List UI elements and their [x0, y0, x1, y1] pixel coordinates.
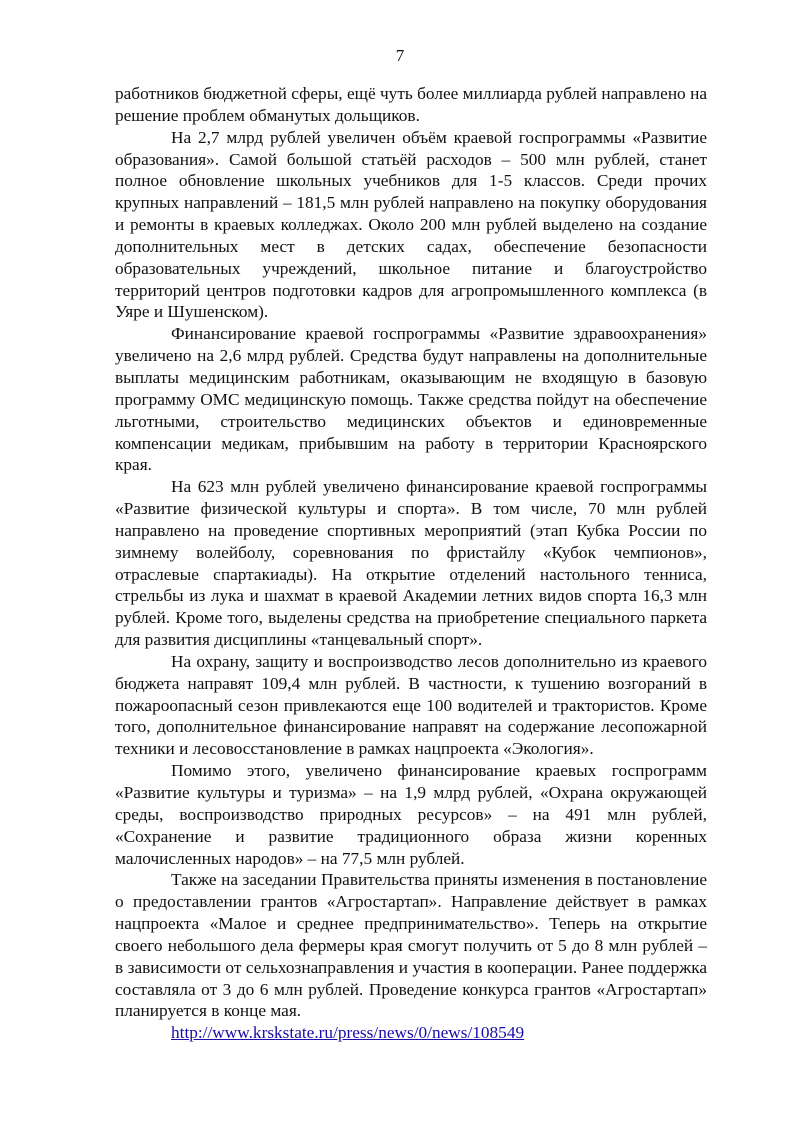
page-number: 7 — [395, 46, 405, 65]
paragraph-other-programs: Помимо этого, увеличено финансирование краевых госпрограмм «Развитие культуры и туризма» – на 1,9 млрд рублей, «Охрана окружающей среды, воспроизводство природных ресурсов» – на 491 млн рублей, «Сохранение и развитие традиционного образа жизни коренных малочисленных народов» – на 77,5 млн рублей. — [115, 761, 707, 868]
source-link[interactable]: http://www.krskstate.ru/press/news/0/news/108549 — [171, 1023, 525, 1043]
paragraph-intro-continuation: работников бюджетной сферы, ещё чуть более миллиарда рублей направлено на решение проблем обманутых дольщиков. — [115, 84, 707, 125]
source-link-line — [115, 1022, 707, 1044]
document-body — [115, 83, 707, 1044]
paragraph-agrostartup: Также на заседании Правительства приняты изменения в постановление о предоставлении грантов «Агростартап». Направление действует в рамках нацпроекта «Малое и среднее предпринимательство». Теперь на открытие своего небольшого дела фермеры края смогут получить от 5 до 8 млн рублей – в зависимости от сельхознаправления и участия в кооперации. Ранее поддержка составляла от 3 до 6 млн рублей. Проведение конкурса грантов «Агростартап» планируется в конце мая. — [115, 870, 707, 1021]
paragraph-education: На 2,7 млрд рублей увеличен объём краевой госпрограммы «Развитие образования». Самой большой статьёй расходов – 500 млн рублей, станет полное обновление школьных учебников для 1-5 классов. Среди прочих крупных направлений – 181,5 млн рублей направлено на покупку оборудования и ремонты в краевых колледжах. Около 200 млн рублей выделено на создание дополнительных мест в детских садах, обеспечение безопасности образовательных учреждений, школьное питание и благоустройство территорий центров подготовки кадров для агропромышленного комплекса (в Уяре и Шушенском). — [115, 127, 707, 322]
paragraph-forests: На охрану, защиту и воспроизводство лесов дополнительно из краевого бюджета направят 109,4 млн рублей. В частности, к тушению возгораний в пожароопасный сезон привлекаются еще 100 водителей и трактористов. Кроме того, дополнительное финансирование направят на содержание лесопожарной техники и лесовосстановление в рамках нацпроекта «Экология». — [115, 651, 707, 759]
paragraph-healthcare: Финансирование краевой госпрограммы «Развитие здравоохранения» увеличено на 2,6 млрд рублей. Средства будут направлены на дополнительные выплаты медицинским работникам, оказывающим не входящую в базовую программу ОМС медицинскую помощь. Также средства пойдут на обеспечение льготными, строительство медицинских объектов и единовременные компенсации медикам, прибывшим на работу в территории Красноярского края. — [115, 324, 707, 475]
paragraph-sport: На 623 млн рублей увеличено финансирование краевой госпрограммы «Развитие физической культуры и спорта». В том числе, 70 млн рублей направлено на проведение спортивных мероприятий (этап Кубка России по зимнему волейболу, соревнования по фристайлу «Кубок чемпионов», отраслевые спартакиады). На открытие отделений настольного тенниса, стрельбы из лука и шахмат в краевой Академии летних видов спорта 16,3 млн рублей. Кроме того, выделены средства на приобретение специального паркета для развития дисциплины «танцевальный спорт». — [115, 477, 707, 650]
